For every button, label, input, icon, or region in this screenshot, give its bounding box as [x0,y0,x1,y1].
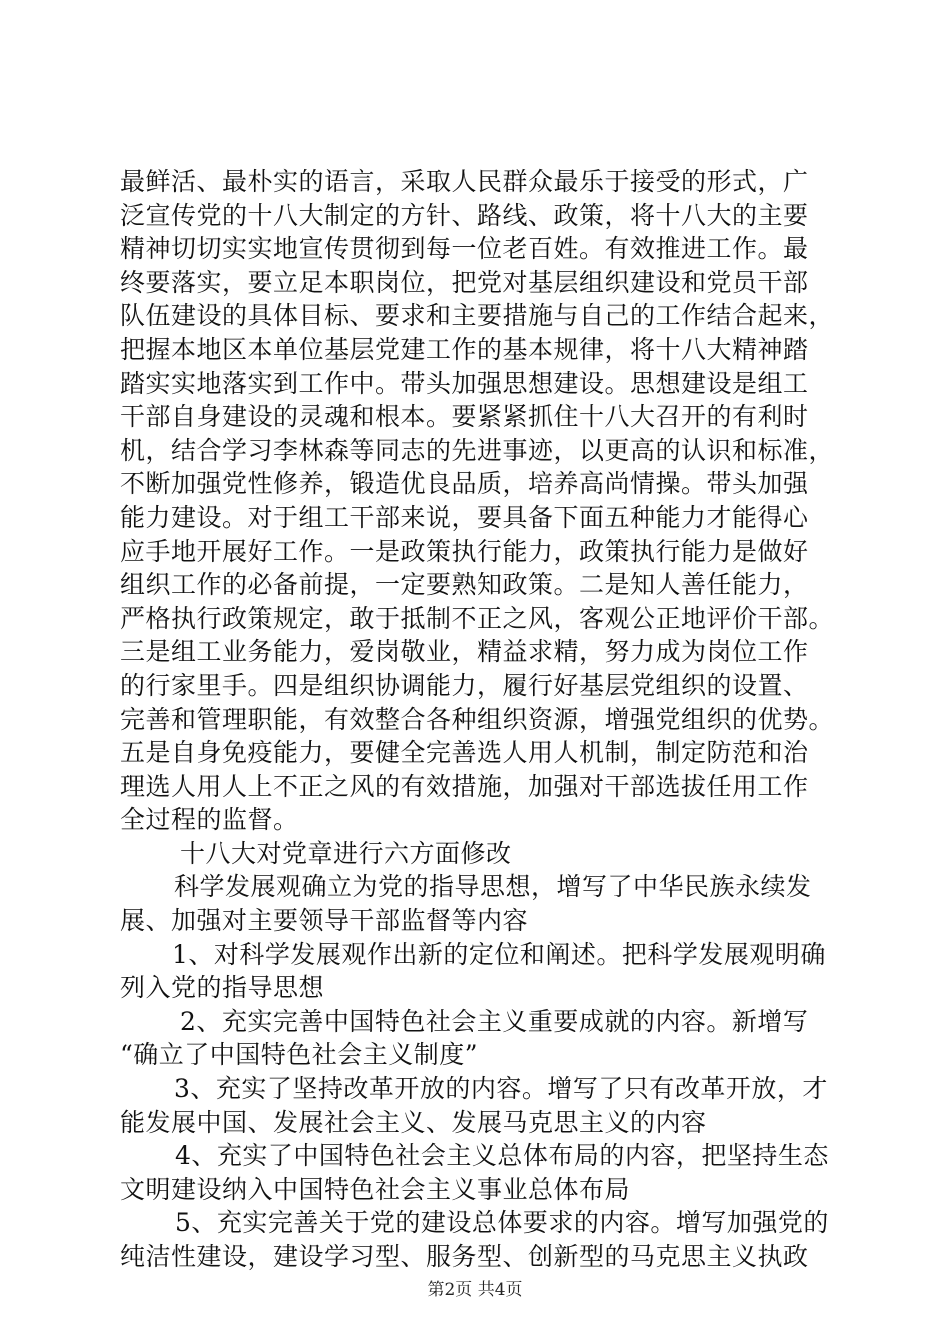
text-line: 三是组工业务能力，爱岗敬业，精益求精，努力成为岗位工作 [120,637,809,667]
text-line: 能发展中国、发展社会主义、发展马克思主义的内容 [120,1107,707,1137]
text-line: 严格执行政策规定，敢于抵制不正之风，客观公正地评价干部。 [120,603,835,633]
text-line: 终要落实，要立足本职岗位，把党对基层组织建设和党员干部 [120,267,809,297]
list-item: 4、充实了中国特色社会主义总体布局的内容，把坚持生态 [175,1141,829,1171]
text-line: 理选人用人上不正之风的有效措施，加强对干部选拔任用工作 [120,771,809,801]
text-line: 列入党的指导思想 [120,973,325,1003]
text-line: 展、加强对主要领导干部监督等内容 [120,906,529,936]
text-line: 机，结合学习李林森等同志的先进事迹，以更高的认识和标准， [120,435,835,465]
text-line: 精神切切实实地宣传贯彻到每一位老百姓。有效推进工作。最 [120,234,809,264]
text-line: 文明建设纳入中国特色社会主义事业总体布局 [120,1174,631,1204]
text-line: 纯洁性建设，建设学习型、服务型、创新型的马克思主义执政 [120,1242,809,1271]
text-line: 的行家里手。四是组织协调能力，履行好基层党组织的设置、 [120,670,809,700]
text-line: 组织工作的必备前提，一定要熟知政策。二是知人善任能力， [120,570,809,600]
text-line: 不断加强党性修养，锻造优良品质，培养高尚情操。带头加强 [120,469,809,499]
text-line: 把握本地区本单位基层党建工作的基本规律，将十八大精神踏 [120,334,809,364]
text-line: 干部自身建设的灵魂和根本。要紧紧抓住十八大召开的有利时 [120,402,809,432]
list-item: 1、对科学发展观作出新的定位和阐述。把科学发展观明确 [172,939,826,969]
section-heading: 十八大对党章进行六方面修改 [180,838,512,868]
text-line: 全过程的监督。 [120,805,299,835]
list-item: 5、充实完善关于党的建设总体要求的内容。增写加强党的 [175,1208,829,1238]
text-line: “确立了中国特色社会主义制度” [120,1040,479,1070]
text-line: 五是自身免疫能力，要健全完善选人用人机制，制定防范和治 [120,738,809,768]
document-body [120,165,860,1274]
text-line: 最鲜活、最朴实的语言，采取人民群众最乐于接受的形式，广 [120,167,809,196]
text-line: 队伍建设的具体目标、要求和主要措施与自己的工作结合起来， [120,301,835,331]
list-item: 2、充实完善中国特色社会主义重要成就的内容。新增写 [180,1006,809,1036]
text-line: 应手地开展好工作。一是政策执行能力，政策执行能力是做好 [120,536,809,566]
text-line: 完善和管理职能，有效整合各种组织资源，增强党组织的优势。 [120,704,835,734]
text-line: 泛宣传党的十八大制定的方针、路线、政策，将十八大的主要 [120,200,809,230]
text-line: 能力建设。对于组工干部来说，要具备下面五种能力才能得心 [120,502,809,532]
text-line: 科学发展观确立为党的指导思想，增写了中华民族永续发 [174,872,812,902]
page-number: 第2页 共4页 [427,1280,523,1300]
text-line: 踏实实地落实到工作中。带头加强思想建设。思想建设是组工 [120,368,809,398]
list-item: 3、充实了坚持改革开放的内容。增写了只有改革开放，才 [174,1074,828,1104]
